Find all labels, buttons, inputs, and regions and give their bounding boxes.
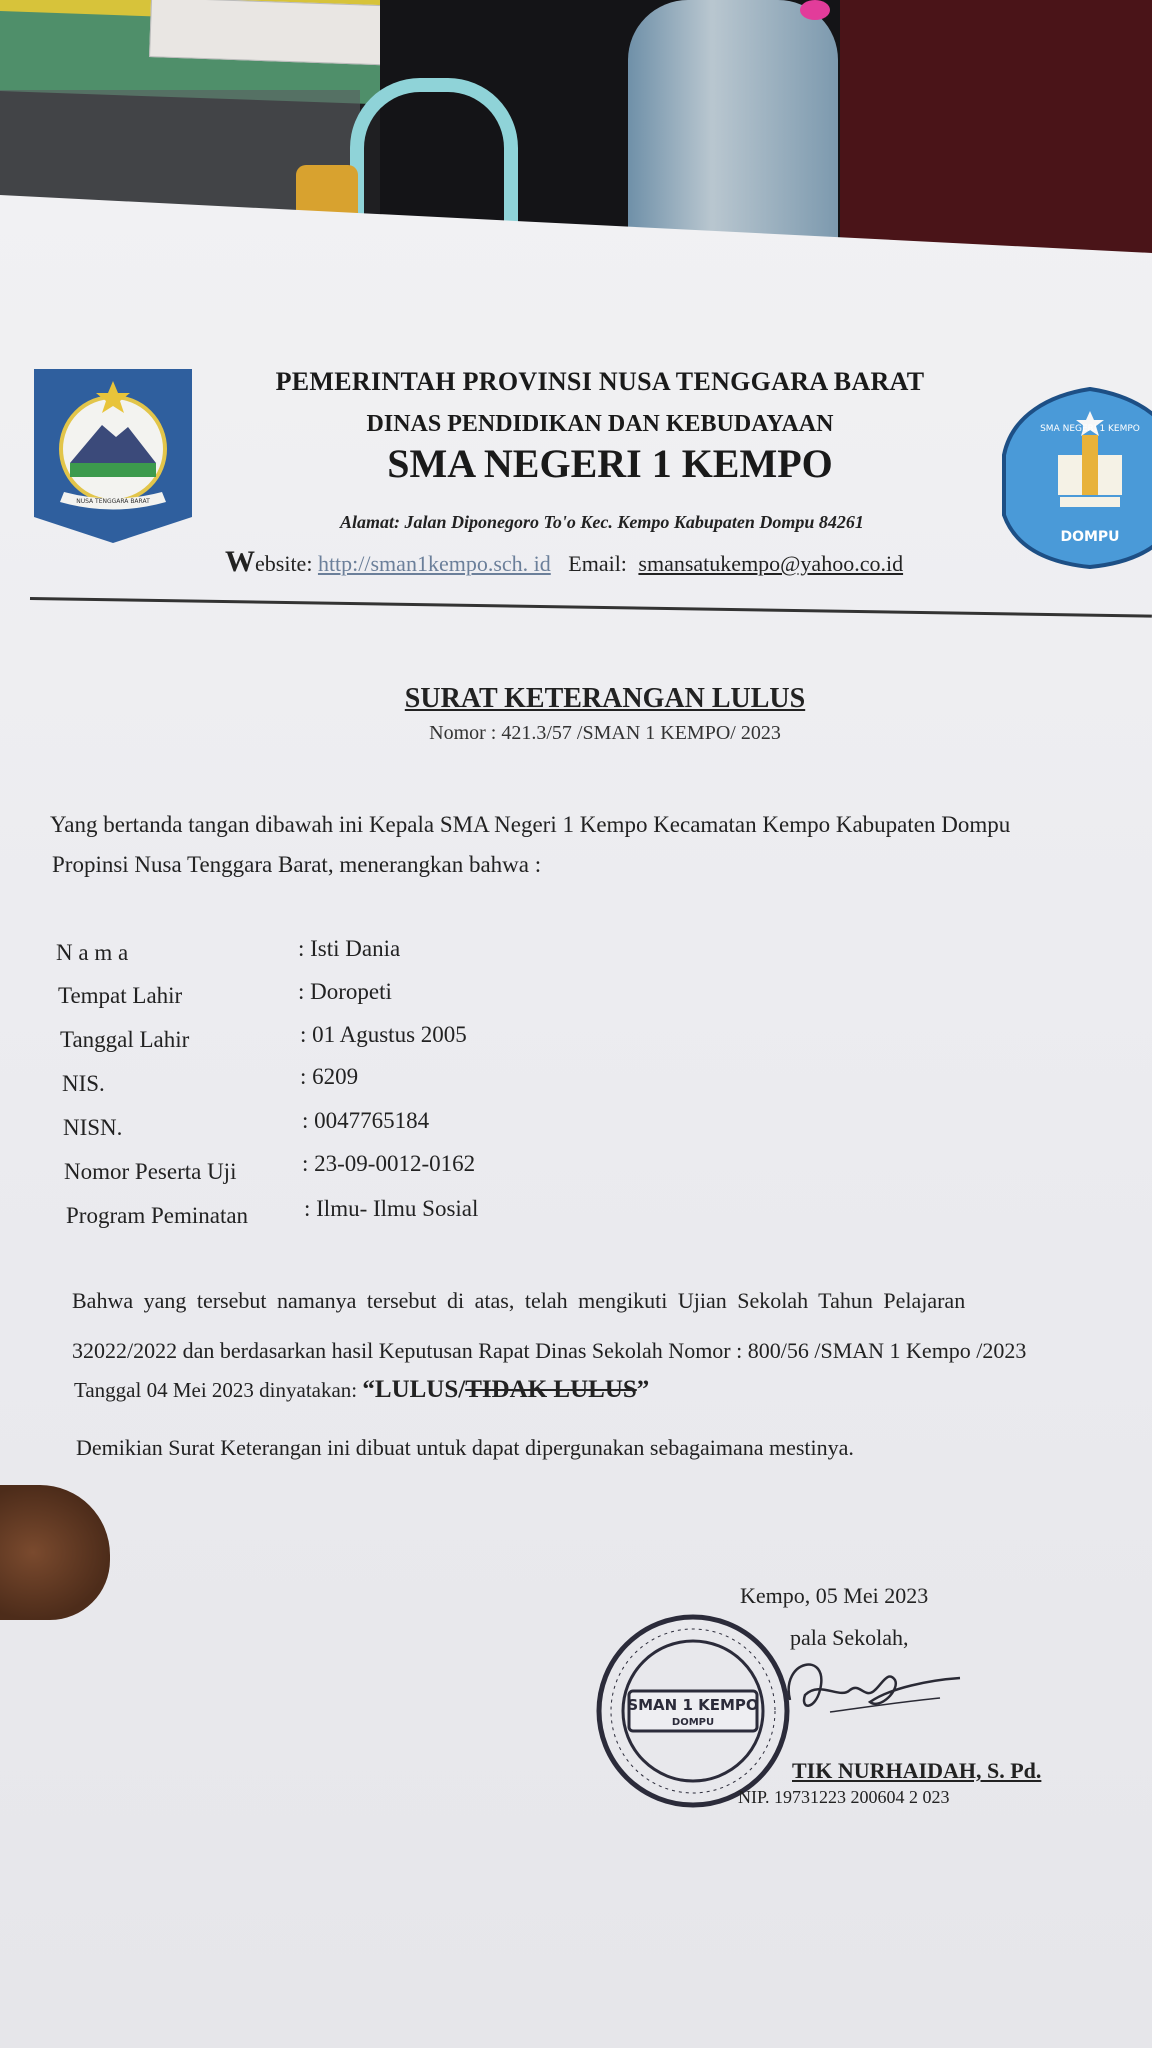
svg-text:DOMPU: DOMPU	[1060, 529, 1120, 545]
header-school-name: SMA NEGERI 1 KEMPO	[387, 441, 833, 486]
document-number: Nomor : 421.3/57 /SMAN 1 KEMPO/ 2023	[429, 722, 781, 744]
svg-text:DOMPU: DOMPU	[671, 1717, 715, 1728]
field-value-birthplace: : Doropeti	[298, 979, 392, 1004]
field-label-name: N a m a	[56, 940, 129, 965]
result-status: “LULUS/TIDAK LULUS”	[362, 1376, 650, 1403]
field-value-name: : Isti Dania	[298, 936, 401, 961]
website-label-w: W	[225, 545, 255, 578]
school-address: Alamat: Jalan Diponegoro To'o Kec. Kempo Kabupaten Dompu 84261	[340, 512, 864, 532]
website-link[interactable]: http://sman1kempo.sch. id	[317, 551, 551, 576]
contact-row	[225, 545, 903, 579]
field-value-program: : Ilmu- Ilmu Sosial	[304, 1196, 479, 1221]
svg-text:SMAN 1 KEMPO: SMAN 1 KEMPO	[627, 1696, 759, 1714]
field-value-nisn: : 0047765184	[302, 1108, 430, 1133]
email-label: Email:	[568, 551, 627, 576]
field-value-exam-number: : 23-09-0012-0162	[302, 1151, 476, 1176]
result-struck: TIDAK LULUS	[465, 1376, 637, 1403]
header-department: DINAS PENDIDIKAN DAN KEBUDAYAAN	[366, 411, 834, 437]
signer-name: TIK NURHAIDAH, S. Pd.	[792, 1758, 1042, 1783]
field-label-nisn: NISN.	[63, 1115, 123, 1140]
intro-line-2: Propinsi Nusa Tenggara Barat, menerangkan bahwa :	[52, 852, 542, 877]
document-title: SURAT KETERANGAN LULUS	[404, 683, 806, 714]
intro-line-1: Yang bertanda tangan dibawah ini Kepala SMA Negeri 1 Kempo Kecamatan Kempo Kabupaten Dompu	[50, 812, 1011, 837]
field-label-exam-number: Nomor Peserta Uji	[64, 1159, 237, 1184]
signer-position: pala Sekolah,	[790, 1625, 909, 1650]
svg-text:NUSA TENGGARA BARAT: NUSA TENGGARA BARAT	[76, 498, 150, 505]
field-label-birthplace: Tempat Lahir	[58, 983, 183, 1008]
signer-nip: NIP. 19731223 200604 2 023	[738, 1787, 950, 1807]
place-date: Kempo, 05 Mei 2023	[740, 1583, 929, 1608]
statement-line-3	[74, 1376, 649, 1404]
field-label-birthdate: Tanggal Lahir	[60, 1027, 190, 1052]
province-emblem-logo	[32, 367, 194, 545]
school-logo	[1000, 385, 1152, 570]
handwritten-signature	[770, 1640, 970, 1740]
field-value-nis: : 6209	[300, 1064, 359, 1089]
water-bottle	[628, 0, 838, 255]
statement-date: Tanggal 04 Mei 2023 dinyatakan:	[74, 1378, 358, 1402]
svg-text:SMA NEGERI 1 KEMPO: SMA NEGERI 1 KEMPO	[1040, 424, 1140, 434]
field-value-birthdate: : 01 Agustus 2005	[300, 1022, 467, 1047]
statement-line-2: 32022/2022 dan berdasarkan hasil Keputusan Rapat Dinas Sekolah Nomor : 800/56 /SMAN 1 Kempo /2023	[72, 1338, 1027, 1363]
statement-line-1: Bahwa yang tersebut namanya tersebut di atas, telah mengikuti Ujian Sekolah Tahun Pelajaran	[72, 1288, 966, 1313]
email-link[interactable]: smansatukempo@yahoo.co.id	[638, 551, 904, 576]
field-label-nis: NIS.	[62, 1071, 105, 1096]
official-stamp	[593, 1611, 793, 1811]
field-label-program: Program Peminatan	[66, 1203, 249, 1228]
website-label: ebsite:	[255, 551, 313, 576]
closing-statement: Demikian Surat Keterangan ini dibuat untuk dapat dipergunakan sebagaimana mestinya.	[76, 1435, 854, 1460]
header-government: PEMERINTAH PROVINSI NUSA TENGGARA BARAT	[275, 367, 925, 396]
